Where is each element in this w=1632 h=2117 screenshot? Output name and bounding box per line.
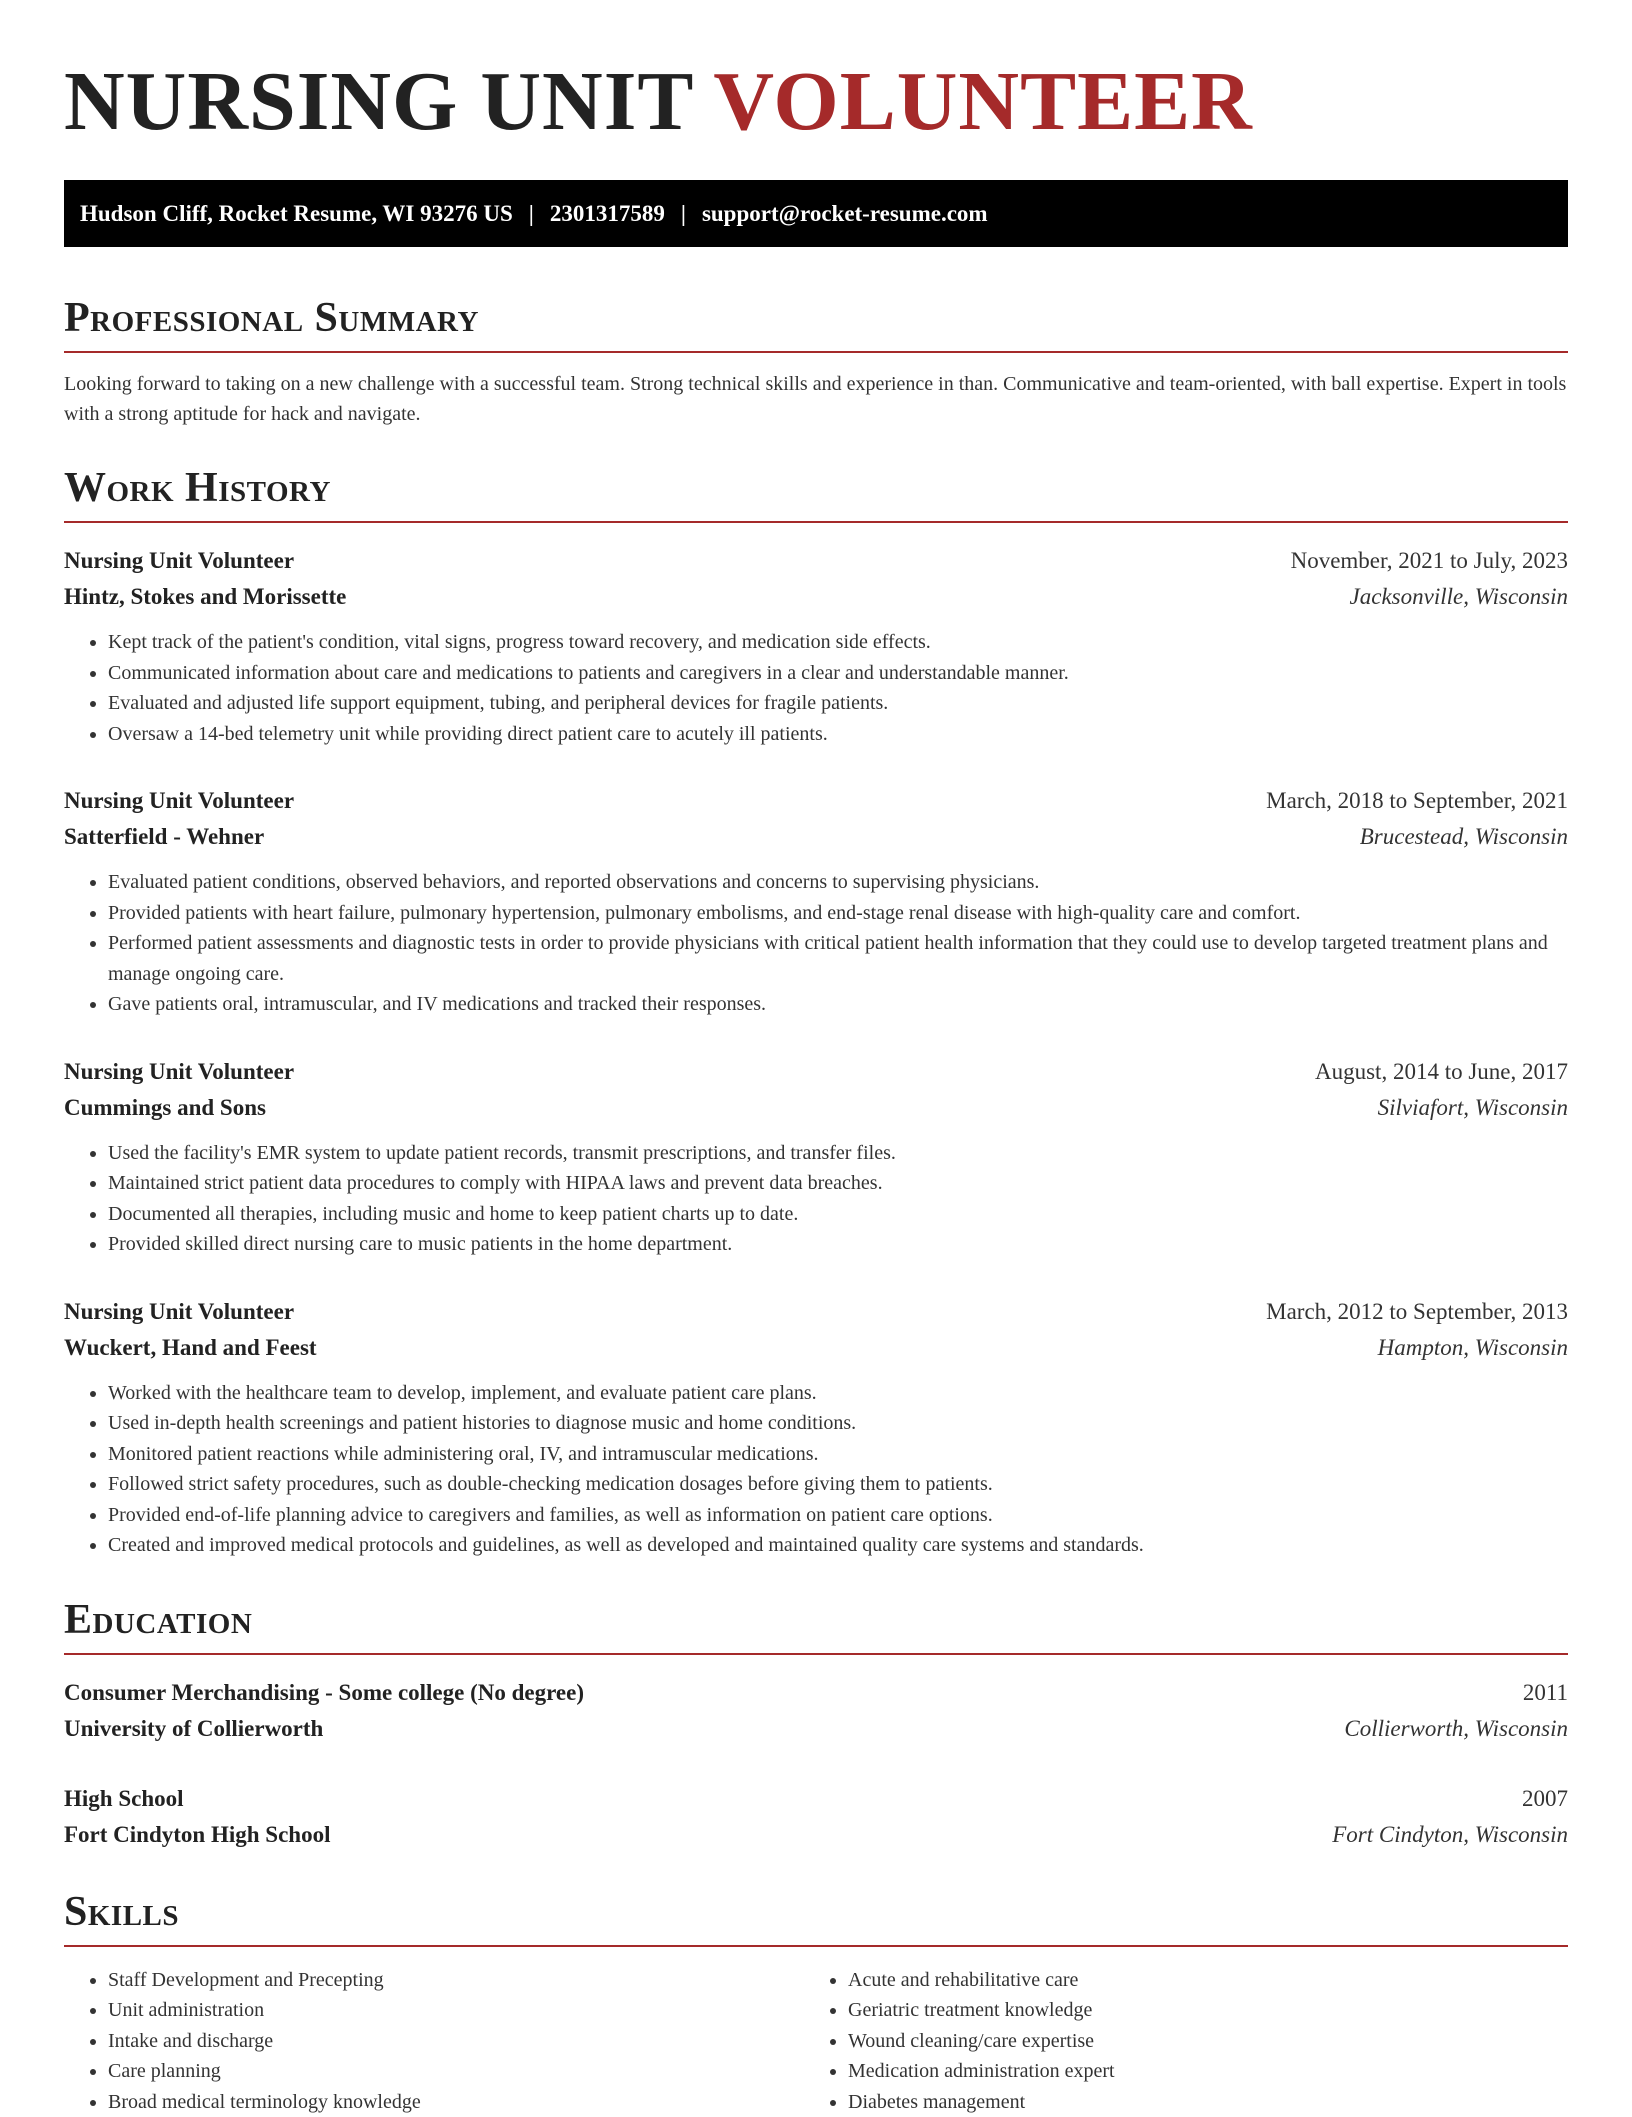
job-bullet: • Evaluated patient conditions, observed behaviors, and reported observations and concerns to supervising physicians. [108,867,1568,898]
education-degree: High School [64,1781,184,1817]
job-title: Nursing Unit Volunteer [64,783,294,819]
job-bullet: • Maintained strict patient data procedures to comply with HIPAA laws and prevent data breaches. [108,1168,1568,1199]
skill-item: • Staff Development and Precepting [108,1965,804,1996]
job-company: Wuckert, Hand and Feest [64,1330,317,1366]
education-year: 2007 [1522,1781,1568,1817]
skills-column-right [804,1965,1568,2117]
job-header-row [64,783,1568,819]
education-degree-row [64,1675,1568,1711]
education-school-row [64,1711,1568,1747]
skill-item: • Medication administration expert [848,2056,1568,2087]
education-list [64,1675,1568,1853]
job-title: Nursing Unit Volunteer [64,1294,294,1330]
job-title: Nursing Unit Volunteer [64,1054,294,1090]
education-school: University of Collierworth [64,1711,323,1747]
contact-phone: 2301317589 [550,201,665,227]
job-dates: August, 2014 to June, 2017 [1315,1054,1568,1090]
job-company-row [64,579,1568,615]
contact-separator: | [529,201,534,227]
job-bullet: • Created and improved medical protocols and guidelines, as well as developed and maintained quality care systems and standards. [108,1530,1568,1561]
job-bullets [64,627,1568,749]
job-bullet: • Evaluated and adjusted life support equipment, tubing, and peripheral devices for fragile patients. [108,688,1568,719]
job-entry [64,783,1568,1020]
skill-item: • Broad medical terminology knowledge [108,2087,804,2117]
job-bullet: • Used in-depth health screenings and patient histories to diagnose music and home conditions. [108,1408,1568,1439]
job-bullet: • Kept track of the patient's condition, vital signs, progress toward recovery, and medication side effects. [108,627,1568,658]
job-bullet: • Used the facility's EMR system to update patient records, transmit prescriptions, and transfer files. [108,1138,1568,1169]
contact-separator: | [681,201,686,227]
job-company: Satterfield - Wehner [64,819,264,855]
education-school-row [64,1817,1568,1853]
job-dates: March, 2012 to September, 2013 [1266,1294,1568,1330]
job-bullet: • Performed patient assessments and diagnostic tests in order to provide physicians with critical patient health information that they could use to develop targeted treatment plans and manage ongoing care. [108,928,1568,989]
job-dates: March, 2018 to September, 2021 [1266,783,1568,819]
contact-bar [64,180,1568,247]
job-bullet: • Documented all therapies, including music and home to keep patient charts up to date. [108,1199,1568,1230]
skills-column-left [64,1965,804,2117]
job-header-row [64,543,1568,579]
job-bullet: • Gave patients oral, intramuscular, and IV medications and tracked their responses. [108,989,1568,1020]
education-degree-row [64,1781,1568,1817]
job-company-row [64,1090,1568,1126]
job-entry [64,1294,1568,1561]
job-dates: November, 2021 to July, 2023 [1291,543,1568,579]
job-bullet: • Communicated information about care and medications to patients and caregivers in a clear and understandable manner. [108,658,1568,689]
job-company-row [64,1330,1568,1366]
section-heading-summary: Professional Summary [64,297,1568,353]
education-location: Collierworth, Wisconsin [1344,1711,1568,1747]
education-school: Fort Cindyton High School [64,1817,330,1853]
job-location: Jacksonville, Wisconsin [1350,579,1568,615]
job-bullet: • Monitored patient reactions while administering oral, IV, and intramuscular medications. [108,1439,1568,1470]
job-company: Cummings and Sons [64,1090,266,1126]
job-bullet: • Followed strict safety procedures, such as double-checking medication dosages before giving them to patients. [108,1469,1568,1500]
resume-page [64,0,1568,2117]
job-title: Nursing Unit Volunteer [64,543,294,579]
job-company-row [64,819,1568,855]
education-location: Fort Cindyton, Wisconsin [1332,1817,1568,1853]
job-header-row [64,1294,1568,1330]
job-bullet: • Provided end-of-life planning advice to caregivers and families, as well as information on patient care options. [108,1500,1568,1531]
job-bullet: • Worked with the healthcare team to develop, implement, and evaluate patient care plans. [108,1378,1568,1409]
job-location: Brucestead, Wisconsin [1360,819,1568,855]
section-heading-skills: Skills [64,1891,1568,1947]
job-bullets [64,1138,1568,1260]
summary-text: Looking forward to taking on a new challenge with a successful team. Strong technical skills and experience in than. Communicative and team-oriented, with ball expertise. Expert in tools with a strong aptitude for hack and navigate. [64,369,1568,429]
job-bullets [64,867,1568,1020]
skill-item: • Unit administration [108,1995,804,2026]
work-history-list [64,543,1568,1561]
skill-item: • Wound cleaning/care expertise [848,2026,1568,2057]
job-bullets [64,1378,1568,1561]
title-accent: VOLUNTEER [713,55,1252,148]
job-location: Hampton, Wisconsin [1378,1330,1568,1366]
job-company: Hintz, Stokes and Morissette [64,579,346,615]
contact-email: support@rocket-resume.com [702,201,988,227]
skill-item: • Diabetes management [848,2087,1568,2117]
section-heading-education: Education [64,1599,1568,1655]
education-entry [64,1675,1568,1747]
skill-item: • Care planning [108,2056,804,2087]
title-main: NURSING UNIT [64,55,693,148]
section-heading-work: Work History [64,467,1568,523]
education-entry [64,1781,1568,1853]
contact-address: Hudson Cliff, Rocket Resume, WI 93276 US [80,201,513,227]
skill-item: • Intake and discharge [108,2026,804,2057]
education-year: 2011 [1523,1675,1568,1711]
skills-list [64,1965,1568,2117]
skill-item: • Acute and rehabilitative care [848,1965,1568,1996]
job-header-row [64,1054,1568,1090]
job-entry [64,1054,1568,1260]
job-location: Silviafort, Wisconsin [1378,1090,1568,1126]
job-bullet: • Provided skilled direct nursing care to music patients in the home department. [108,1229,1568,1260]
education-degree: Consumer Merchandising - Some college (No degree) [64,1675,584,1711]
job-bullet: • Oversaw a 14-bed telemetry unit while providing direct patient care to acutely ill patients. [108,719,1568,750]
skill-item: • Geriatric treatment knowledge [848,1995,1568,2026]
job-entry [64,543,1568,749]
resume-title [64,60,1568,144]
job-bullet: • Provided patients with heart failure, pulmonary hypertension, pulmonary embolisms, and end-stage renal disease with high-quality care and comfort. [108,898,1568,929]
